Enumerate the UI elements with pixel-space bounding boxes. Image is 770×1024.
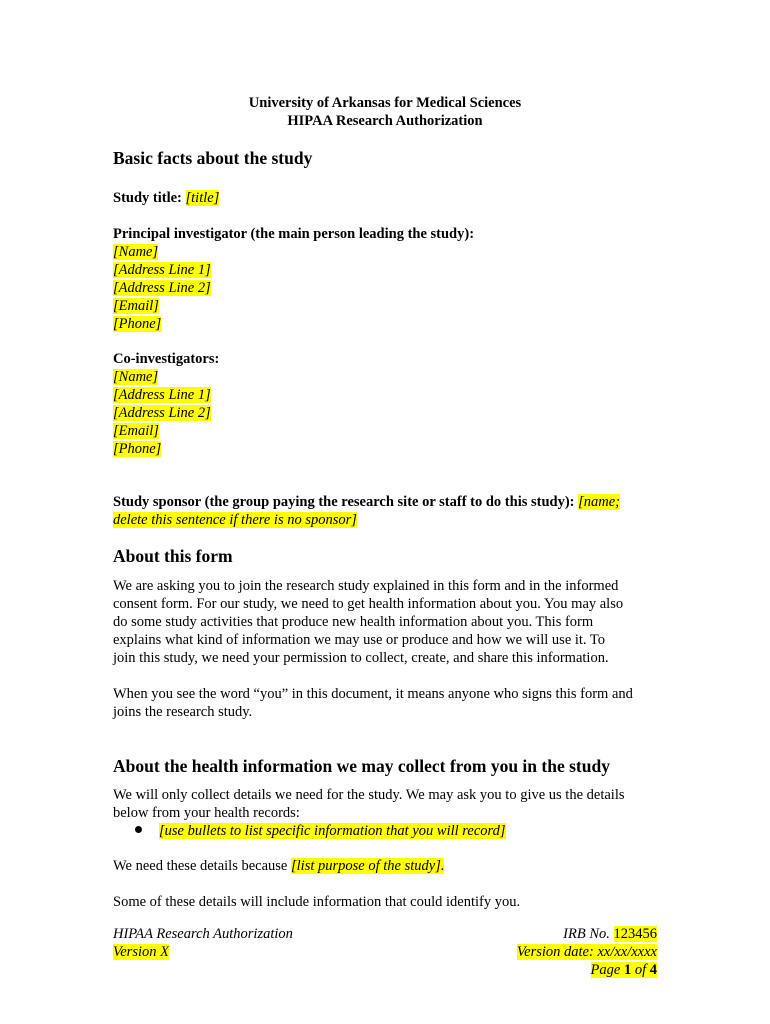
- pi-line: [Name]: [113, 244, 159, 260]
- bullet-icon: [135, 826, 142, 833]
- coinv-name: [113, 368, 158, 386]
- irb-number: 123456: [613, 926, 657, 942]
- about-form-para-line: explains what kind of information we may use or produce and how we will use it. To: [113, 632, 606, 648]
- page-number-text: [591, 962, 657, 978]
- you-definition-line: joins the research study.: [113, 704, 253, 720]
- purpose-row: [113, 857, 444, 875]
- study-title-value: [title]: [185, 190, 220, 206]
- coinv-phone: [113, 440, 161, 458]
- basic-facts-heading: Basic facts about the study: [113, 148, 313, 168]
- coinv-line: [Name]: [113, 369, 159, 385]
- pi-name: [113, 243, 158, 261]
- page-total: 4: [649, 962, 657, 978]
- footer-version-date: [517, 943, 657, 961]
- coinv-line: [Address Line 2]: [113, 405, 211, 421]
- footer-irb: [563, 925, 657, 943]
- coinv-line: [Phone]: [113, 441, 162, 457]
- sponsor-value-cont: delete this sentence if there is no sponsor]: [113, 512, 357, 528]
- pi-email: [113, 297, 159, 315]
- purpose-prefix: We need these details because: [113, 858, 291, 874]
- coinv-line: [Address Line 1]: [113, 387, 211, 403]
- pi-address-2: [113, 279, 211, 297]
- pi-line: [Email]: [113, 298, 159, 314]
- sponsor-row-2: [113, 511, 357, 529]
- footer-page-number: [591, 961, 657, 979]
- study-title-row: [113, 189, 219, 207]
- footer-version-text: Version X: [113, 944, 169, 960]
- pi-line: [Phone]: [113, 316, 162, 332]
- page-of: of: [631, 962, 650, 978]
- page-word: Page: [590, 962, 624, 978]
- coinv-address-1: [113, 386, 211, 404]
- about-form-heading: About this form: [113, 546, 233, 566]
- pi-line: [Address Line 2]: [113, 280, 211, 296]
- pi-phone: [113, 315, 161, 333]
- irb-prefix: IRB No.: [563, 926, 614, 942]
- version-date-text: Version date: xx/xx/xxxx: [516, 944, 657, 960]
- sponsor-value: [name;: [578, 494, 621, 510]
- sponsor-label: Study sponsor (the group paying the research site or staff to do this study):: [113, 494, 575, 510]
- bullet-text: [use bullets to list specific information that you will record]: [159, 823, 506, 839]
- coinv-address-2: [113, 404, 211, 422]
- footer-version: [113, 943, 169, 961]
- about-form-para-line: join this study, we need your permission to collect, create, and share this information.: [113, 650, 609, 666]
- purpose-value: [list purpose of the study].: [291, 858, 445, 874]
- about-form-para-line: We are asking you to join the research study explained in this form and in the informed: [113, 578, 619, 594]
- page-current: 1: [623, 962, 632, 978]
- sponsor-row: [113, 493, 620, 511]
- health-info-heading: About the health information we may collect from you in the study: [113, 756, 610, 776]
- you-definition-line: When you see the word “you” in this document, it means anyone who signs this form and: [113, 686, 633, 702]
- pi-address-1: [113, 261, 211, 279]
- coinv-email: [113, 422, 159, 440]
- bullet-item: [113, 822, 506, 840]
- pi-label: Principal investigator (the main person leading the study):: [113, 226, 475, 242]
- coinv-line: [Email]: [113, 423, 159, 439]
- identify-text: Some of these details will include information that could identify you.: [113, 894, 521, 910]
- study-title-label: Study title:: [113, 190, 182, 206]
- coinv-label: Co-investigators:: [113, 351, 220, 367]
- pi-line: [Address Line 1]: [113, 262, 211, 278]
- health-info-intro-line: We will only collect details we need for the study. We may ask you to give us the details: [113, 787, 625, 803]
- institution-name: University of Arkansas for Medical Sciences: [248, 95, 522, 111]
- footer-form-name: HIPAA Research Authorization: [113, 926, 293, 942]
- about-form-para-line: consent form. For our study, we need to get health information about you. You may also: [113, 596, 624, 612]
- health-info-intro-line: below from your health records:: [113, 805, 300, 821]
- about-form-para-line: do some study activities that produce new health information about you. This form: [113, 614, 594, 630]
- form-title: HIPAA Research Authorization: [287, 113, 483, 129]
